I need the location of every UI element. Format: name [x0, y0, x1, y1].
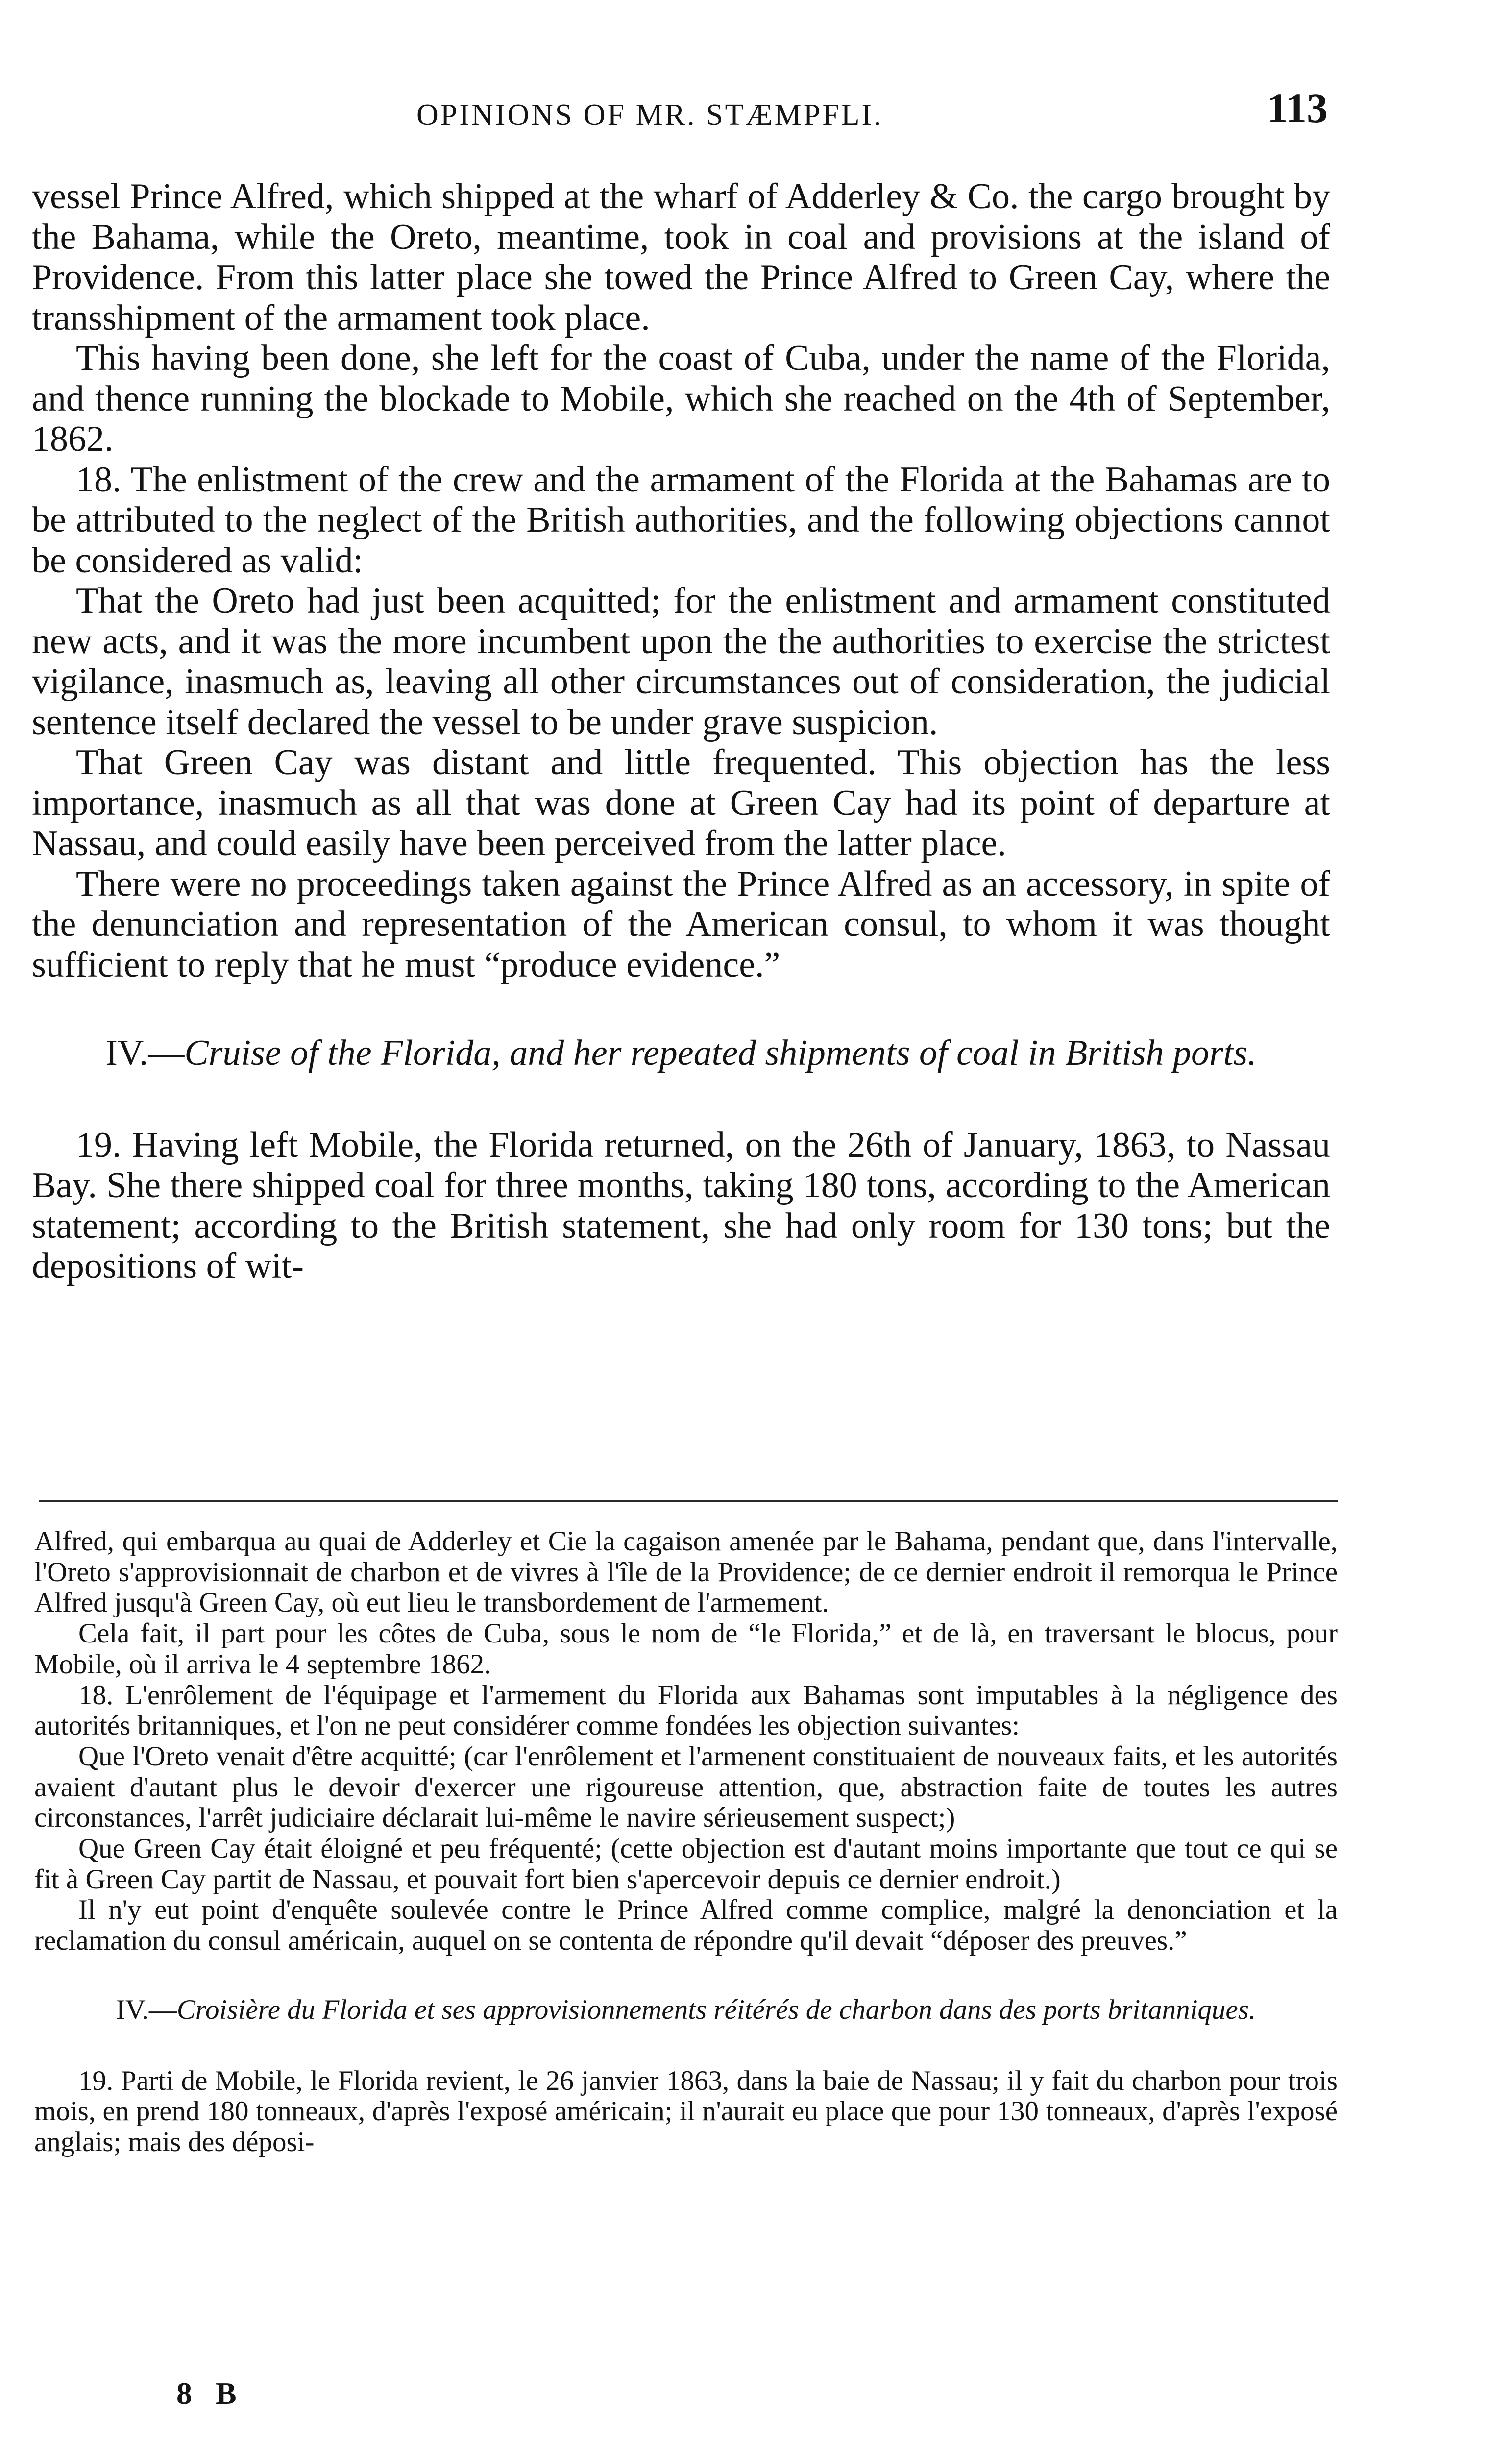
en-heading-text: Cruise of the Florida, and her repeated shipments of coal in British ports. [184, 1033, 1257, 1073]
en-paragraph-2: This having been done, she left for the coast of Cuba, under the name of the Florida, and thence running the blockade to Mobile, which she reached on the 4th of September, 1862. [32, 338, 1330, 459]
fr-heading-number: IV.— [116, 1994, 177, 2025]
page-number: 113 [1267, 84, 1328, 131]
en-paragraph-7: 19. Having left Mobile, the Florida returned, on the 26th of January, 1863, to Nassau Bay. She there shipped coal for three months, taking 180 tons, according to the American statement; according to the British statement, she had only room for 130 tons; but the depositions of wit- [32, 1125, 1330, 1286]
en-paragraph-6: There were no proceedings taken against the Prince Alfred as an accessory, in spite of the denunciation and representation of the American consul, to whom it was thought sufficient to reply that he must “produce evidence.” [32, 863, 1330, 985]
english-text [32, 176, 1330, 1287]
signature-mark: 8 B [176, 2376, 244, 2411]
fr-paragraph-3: 18. L'enrôlement de l'équipage et l'armement du Florida aux Bahamas sont imputables à la négligence des autorités britanniques, et l'on ne peut considérer comme fondées les objection suivantes: [34, 1679, 1338, 1741]
fr-paragraph-2: Cela fait, il part pour les côtes de Cuba, sous le nom de “le Florida,” et de là, en traversant le blocus, pour Mobile, où il arriva le 4 septembre 1862. [34, 1618, 1338, 1680]
en-paragraph-5: That Green Cay was distant and little frequented. This objection has the less importance, inasmuch as all that was done at Green Cay had its point of departure at Nassau, and could easily have been perceived from the latter place. [32, 742, 1330, 863]
fr-paragraph-7: 19. Parti de Mobile, le Florida revient, le 26 janvier 1863, dans la baie de Nassau; il y fait du charbon pour trois mois, en prend 180 tonneaux, d'après l'exposé américain; il n'aurait eu place que pour 130 tonneaux, d'après l'exposé anglais; mais des déposi- [34, 2065, 1338, 2157]
en-heading-number: IV.— [105, 1033, 185, 1073]
en-paragraph-3: 18. The enlistment of the crew and the armament of the Florida at the Bahamas are to be attributed to the neglect of the British authorities, and the following objections cannot be considered as valid: [32, 459, 1330, 581]
fr-paragraph-4: Que l'Oreto venait d'être acquitté; (car l'enrôlement et l'armenent constituaient de nouveaux faits, et les autorités avaient d'autant plus le devoir d'exercer une rigoureuse attention, que, abstraction faite de toutes les autres circonstances, l'arrêt judiciaire déclarait lui-même le navire sérieusement suspect;) [34, 1740, 1338, 1834]
fr-section-heading [34, 1995, 1338, 2026]
fr-paragraph-1: Alfred, qui embarqua au quai de Adderley et Cie la cagaison amenée par le Bahama, pendant que, dans l'intervalle, l'Oreto s'approvisionnait de charbon et de vivres à l'île de la Providence; de ce dernier endroit il remorqua le Prince Alfred jusqu'à Green Cay, où eut lieu le transbordement de l'armement. [34, 1526, 1338, 1618]
fr-paragraph-5: Que Green Cay était éloigné et peu fréquenté; (cette objection est d'autant moins importante que tout ce qui se fit à Green Cay partit de Nassau, et pouvait fort bien s'apercevoir depuis ce dernier endroit.) [34, 1833, 1338, 1895]
french-text [34, 1526, 1338, 2158]
en-paragraph-1: vessel Prince Alfred, which shipped at the wharf of Adderley & Co. the cargo brought by the Bahama, while the Oreto, meantime, took in coal and provisions at the island of Providence. From this latter place she towed the Prince Alfred to Green Cay, where the transshipment of the armament took place. [32, 176, 1330, 338]
en-paragraph-4: That the Oreto had just been acquitted; for the enlistment and armament constituted new acts, and it was the more incumbent upon the the authorities to exercise the strictest vigilance, inasmuch as, leaving all other circumstances out of consideration, the judicial sentence itself declared the vessel to be under grave suspicion. [32, 581, 1330, 742]
running-head: OPINIONS OF MR. STÆMPFLI. [416, 98, 883, 132]
page-header [29, 83, 1328, 152]
en-section-heading [32, 1033, 1330, 1074]
fr-paragraph-6: Il n'y eut point d'enquête soulevée contre le Prince Alfred comme complice, malgré la denonciation et la reclamation du consul américain, auquel on se contenta de répondre qu'il devait “déposer des preuves.” [34, 1894, 1338, 1957]
fr-heading-text: Croisière du Florida et ses approvisionnements réitérés de charbon dans des ports britanniques. [176, 1994, 1256, 2025]
footnote-divider [39, 1500, 1338, 1502]
